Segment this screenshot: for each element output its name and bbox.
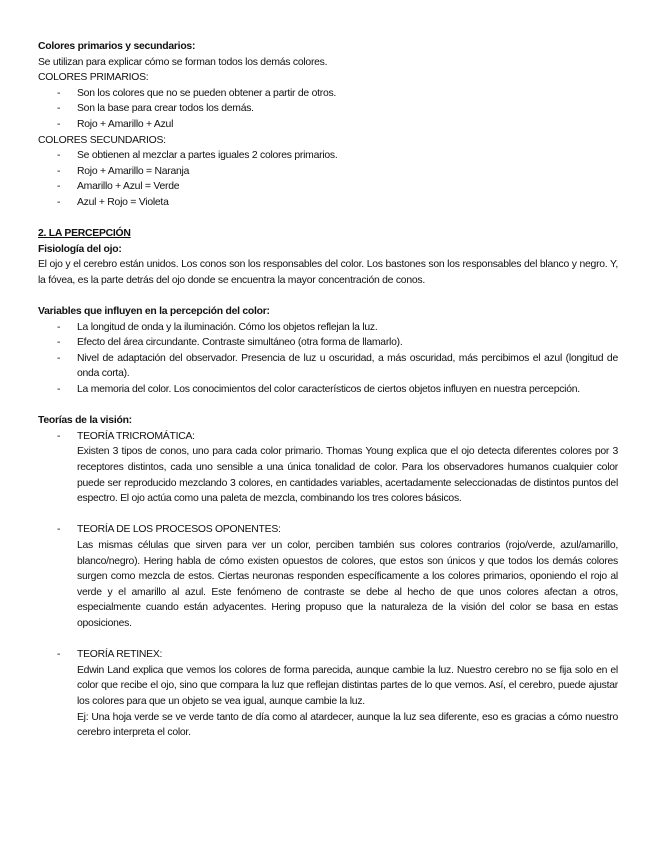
theories-heading: Teorías de la visión: — [38, 415, 132, 427]
theory-text: Las mismas células que sirven para ver un color, perciben también sus colores contrarios (rojo/verde, azul/amarillo, blanco/negro). Hering habla de cómo existen opuestos de colores, que estos son únicos y que todos los demás colores surgen como mezcla de estos. Ciertas neuronas responden específicamente a los colores primarios, oponiendo el rojo al verde y el amarillo al azul. Este fenómeno de contraste se debe al hecho de que unos colores afectan a otros, especialmente cuando están adyacentes. Hering propuso que la naturaleza de la visión del color se basa en estas oposiciones. — [77, 540, 618, 629]
list-item: - La memoria del color. Los conocimientos del color característicos de ciertos objetos influyen en nuestra percepción. — [57, 384, 580, 396]
theory-title: - TEORÍA DE LOS PROCESOS OPONENTES: — [57, 524, 281, 536]
list-item: - Rojo + Amarillo + Azul — [57, 118, 174, 130]
list-item: - Efecto del área circundante. Contraste simultáneo (otra forma de llamarlo). — [57, 337, 403, 349]
secondary-colors-label: COLORES SECUNDARIOS: — [38, 134, 166, 146]
theory-example: Ej: Una hoja verde se ve verde tanto de día como al atardecer, aunque la luz sea diferente, eso es gracias a cómo nuestro cerebro interpreta el color. — [77, 711, 618, 739]
section1-intro: Se utilizan para explicar cómo se forman todos los demás colores. — [38, 56, 328, 68]
list-item: - Son la base para crear todos los demás. — [57, 103, 254, 115]
document-page — [38, 39, 618, 741]
theory-text: Existen 3 tipos de conos, uno para cada color primario. Thomas Young explica que el ojo detecta diferentes colores por 3 receptores distintos, cada uno sensible a una única tonalidad de color. Para los observadores humanos cualquier color puede ser reproducido mezclando 3 colores, en cantidades variables, acertadamente seleccionadas de distintos puntos del espectro. El ojo actúa como una paleta de mezcla, combinando los tres colores básicos. — [77, 446, 618, 505]
list-item: - Rojo + Amarillo = Naranja — [57, 165, 190, 177]
list-item: - Amarillo + Azul = Verde — [57, 181, 180, 193]
variables-heading: Variables que influyen en la percepción del color: — [38, 306, 270, 318]
theory-title: - TEORÍA RETINEX: — [57, 649, 163, 661]
list-item: - Nivel de adaptación del observador. Presencia de luz u oscuridad, a más oscuridad, más percibimos el azul (longitud de onda corta). — [57, 352, 618, 380]
section1-heading: Colores primarios y secundarios: — [38, 41, 196, 52]
theory-title: - TEORÍA TRICROMÁTICA: — [57, 430, 195, 442]
list-item: - La longitud de onda y la iluminación. Cómo los objetos reflejan la luz. — [57, 321, 378, 333]
physiology-heading: Fisiología del ojo: — [38, 243, 122, 255]
section2-heading: 2. LA PERCEPCIÓN — [38, 228, 131, 240]
primary-colors-label: COLORES PRIMARIOS: — [38, 72, 149, 84]
list-item: - Azul + Rojo = Violeta — [57, 196, 169, 208]
theory-text: Edwin Land explica que vemos los colores de forma parecida, aunque cambie la luz. Nuestro cerebro no se fija solo en el color que recibe el ojo, sino que compara la luz que reflejan distintas partes de lo que vemos. Así, el cerebro, puede ajustar los colores para que un objeto se vea igual, aunque cambie la luz. — [77, 664, 618, 707]
list-item: - Son los colores que no se pueden obtener a partir de otros. — [57, 87, 337, 99]
list-item: - Se obtienen al mezclar a partes iguales 2 colores primarios. — [57, 150, 338, 162]
physiology-text: El ojo y el cerebro están unidos. Los conos son los responsables del color. Los bastones son los responsables del blanco y negro. Y, la fóvea, es la parte detrás del ojo donde se encuentra la mayor concentración de conos. — [38, 259, 618, 286]
